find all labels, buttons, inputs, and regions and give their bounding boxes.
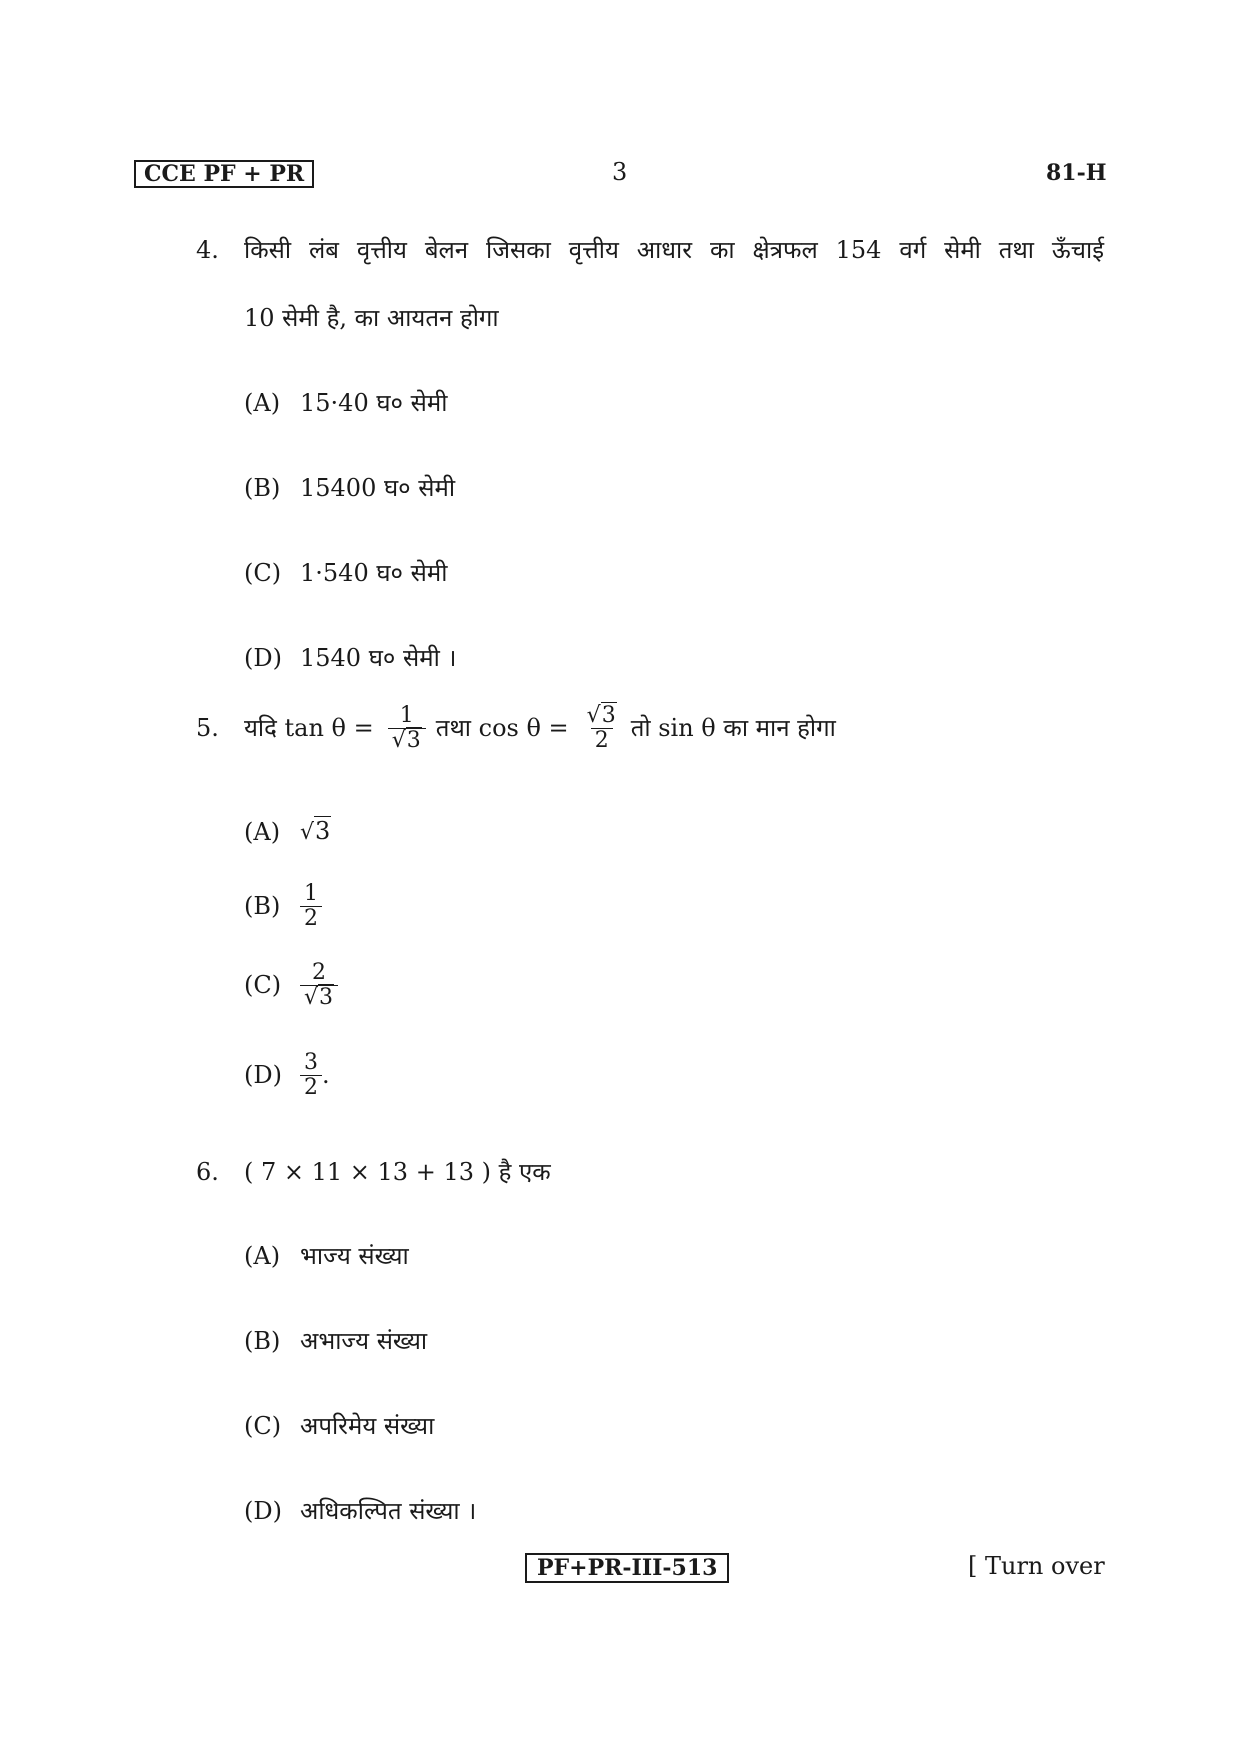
fraction-denominator: 2	[300, 1075, 322, 1100]
option-b	[244, 1326, 427, 1356]
option-fraction	[300, 882, 322, 931]
option-label: (B)	[244, 1327, 281, 1355]
header-right-code: 81-H	[1046, 160, 1107, 186]
option-d	[244, 1045, 330, 1105]
option-text: 15400 घ० सेमी	[300, 474, 456, 502]
footer-code: PF+PR-III-513	[525, 1553, 729, 1583]
fraction-numerator: 2	[312, 959, 327, 985]
option-text: 1540 घ० सेमी ।	[300, 644, 457, 672]
option-a	[244, 816, 331, 848]
option-b	[244, 473, 455, 503]
option-b	[244, 876, 328, 936]
option-label: (A)	[244, 389, 281, 417]
option-label: (C)	[244, 1412, 282, 1440]
option-c	[244, 1411, 434, 1441]
option-fraction	[300, 961, 338, 1010]
option-value	[300, 816, 331, 848]
option-label: (B)	[244, 892, 281, 920]
sqrt-icon: √	[586, 702, 601, 728]
fraction-numerator: 1	[399, 702, 414, 728]
option-label: (D)	[244, 1497, 282, 1525]
sqrt-icon: √	[391, 727, 406, 753]
fraction-numerator: 3	[304, 1049, 318, 1075]
fraction-denominator	[388, 728, 426, 753]
fraction-numerator: 1	[304, 880, 318, 906]
option-text: अधिकल्पित संख्या ।	[300, 1497, 477, 1525]
option-text: 15·40 घ० सेमी	[300, 389, 448, 417]
fraction-numerator	[583, 704, 621, 728]
fraction-denominator: 2	[591, 728, 613, 753]
question-suffix: तो sin θ का मान होगा	[630, 714, 836, 742]
page-number: 3	[612, 158, 628, 186]
option-text: 1·540 घ० सेमी	[300, 559, 448, 587]
fraction-one-over-root3	[388, 704, 426, 753]
turn-over-label: [ Turn over	[968, 1552, 1105, 1580]
option-d	[244, 1496, 476, 1526]
sqrt-argument: 3	[315, 817, 331, 845]
option-c	[244, 955, 344, 1015]
fraction-denominator	[300, 985, 338, 1010]
option-label: (A)	[244, 1242, 281, 1270]
option-label: (C)	[244, 559, 282, 587]
question-prefix: यदि tan θ =	[244, 714, 374, 742]
option-label: (D)	[244, 1061, 282, 1089]
option-a	[244, 388, 447, 418]
option-c	[244, 558, 447, 588]
option-text: अपरिमेय संख्या	[300, 1412, 435, 1440]
question-middle: तथा cos θ =	[435, 714, 569, 742]
option-label: (B)	[244, 474, 281, 502]
sqrt-argument: 3	[406, 727, 421, 753]
fraction-denominator: 2	[300, 906, 322, 931]
question-text: ( 7 × 11 × 13 + 13 ) है एक	[244, 1158, 551, 1186]
question-number: 4.	[196, 236, 219, 264]
header-left-code: CCE PF + PR	[134, 160, 314, 188]
fraction-root3-over-two	[583, 704, 621, 753]
option-d	[244, 643, 457, 673]
option-a	[244, 1241, 409, 1271]
sqrt-argument: 3	[319, 984, 334, 1010]
sqrt-icon: √	[300, 820, 315, 845]
option-fraction	[300, 1051, 322, 1100]
option-label: (A)	[244, 818, 281, 846]
option-label: (D)	[244, 644, 282, 672]
question-text-line2: 10 सेमी है, का आयतन होगा	[244, 304, 499, 332]
sqrt-argument: 3	[601, 702, 616, 728]
question-number: 5.	[196, 714, 219, 742]
option-trailing-period: .	[322, 1061, 330, 1089]
question-number: 6.	[196, 1158, 219, 1186]
question-text	[244, 698, 836, 758]
option-label: (C)	[244, 971, 282, 999]
question-text-line1: किसी लंब वृत्तीय बेलन जिसका वृत्तीय आधार का क्षेत्रफल 154 वर्ग सेमी तथा ऊँचाई	[244, 236, 1104, 264]
option-text: भाज्य संख्या	[300, 1242, 409, 1270]
option-text: अभाज्य संख्या	[300, 1327, 428, 1355]
sqrt-icon: √	[304, 984, 319, 1010]
